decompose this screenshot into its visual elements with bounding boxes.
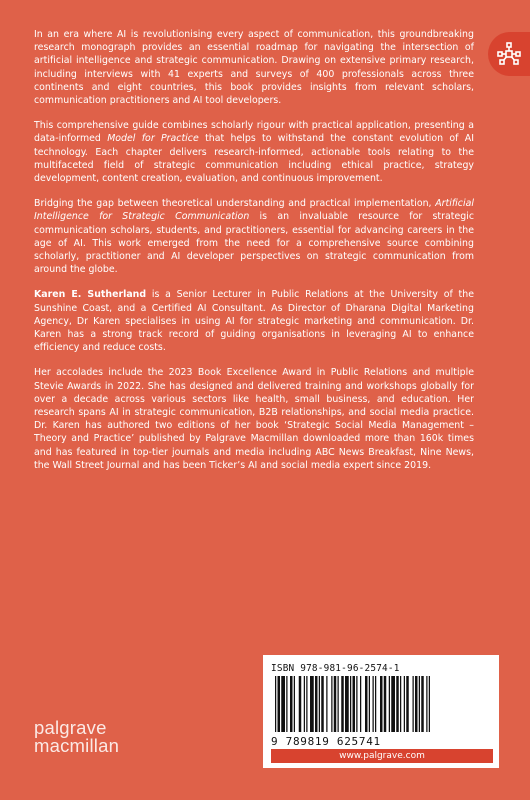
network-badge xyxy=(488,32,530,76)
network-nodes-icon xyxy=(497,42,521,66)
barcode-digits: 9 789819 625741 xyxy=(271,735,381,748)
paragraph-bridging: Bridging the gap between theoretical understanding and practical implementation, Artificial Intelligence for Strategic Communication is an invaluable resource for strategic communication scholars, students, and practitioners, essential for advancing careers in the age of AI. This work emerged from the need for a comprehensive source combining scholarly, practitioner and AI developer perspectives on strategic communication from around the globe. xyxy=(34,198,474,276)
blurb-text xyxy=(34,28,474,484)
author-name: Karen E. Sutherland xyxy=(34,289,147,301)
publisher-logo xyxy=(34,719,119,755)
paragraph-guide: This comprehensive guide combines scholarly rigour with practical application, presenting a data-informed Model for Practice that helps to withstand the constant evolution of AI technology. Each chapter delivers research-informed, actionable tools relating to the multifaceted field of strategic communication including ethical practice, strategy development, content creation, evaluation, and continuous improvement. xyxy=(34,120,474,185)
isbn-label: ISBN 978-981-96-2574-1 xyxy=(271,663,400,674)
paragraph-intro: In an era where AI is revolutionising every aspect of communication, this groundbreaking research monograph provides an essential roadmap for navigating the intersection of artificial intelligence and strategic communication. Drawing on extensive primary research, including interviews with 41 experts and surveys of 400 professionals across three continents and eight countries, this book provides insights from relevant scholars, communication practitioners and AI tool developers. xyxy=(34,29,474,107)
barcode-icon xyxy=(271,676,493,734)
paragraph-author-bio: Karen E. Sutherland is a Senior Lecturer in Public Relations at the University of the Sunshine Coast, and a Certified AI Consultant. As Director of Dharana Digital Marketing Agency, Dr Karen specialises in using AI for strategic marketing and communication. Dr. Karen has a strong track record of guiding organisations in leveraging AI to enhance efficiency and reduce costs. xyxy=(34,289,474,354)
book-title: Artificial Intelligence for Strategic Communication xyxy=(34,198,474,223)
model-for-practice-title: Model for Practice xyxy=(107,133,199,145)
barcode-panel xyxy=(263,655,499,768)
paragraph-accolades: Her accolades include the 2023 Book Excellence Award in Public Relations and multiple Stevie Awards in 2022. She has designed and delivered training and workshops globally for over a decade across various sectors like health, small business, and education. Her research spans AI in strategic communication, B2B relationships, and social media practice. Dr. Karen has authored two editions of her book ‘Strategic Social Media Management – Theory and Practice’ published by Palgrave Macmillan downloaded more than 160k times and has featured in top-tier journals and media including ABC News Breakfast, Nine News, the Wall Street Journal and has been Ticker’s AI and social media expert since 2019. xyxy=(34,367,474,471)
logo-line-palgrave: palgrave xyxy=(34,717,107,738)
logo-line-macmillan: macmillan xyxy=(34,735,120,756)
publisher-url: www.palgrave.com xyxy=(271,749,493,763)
